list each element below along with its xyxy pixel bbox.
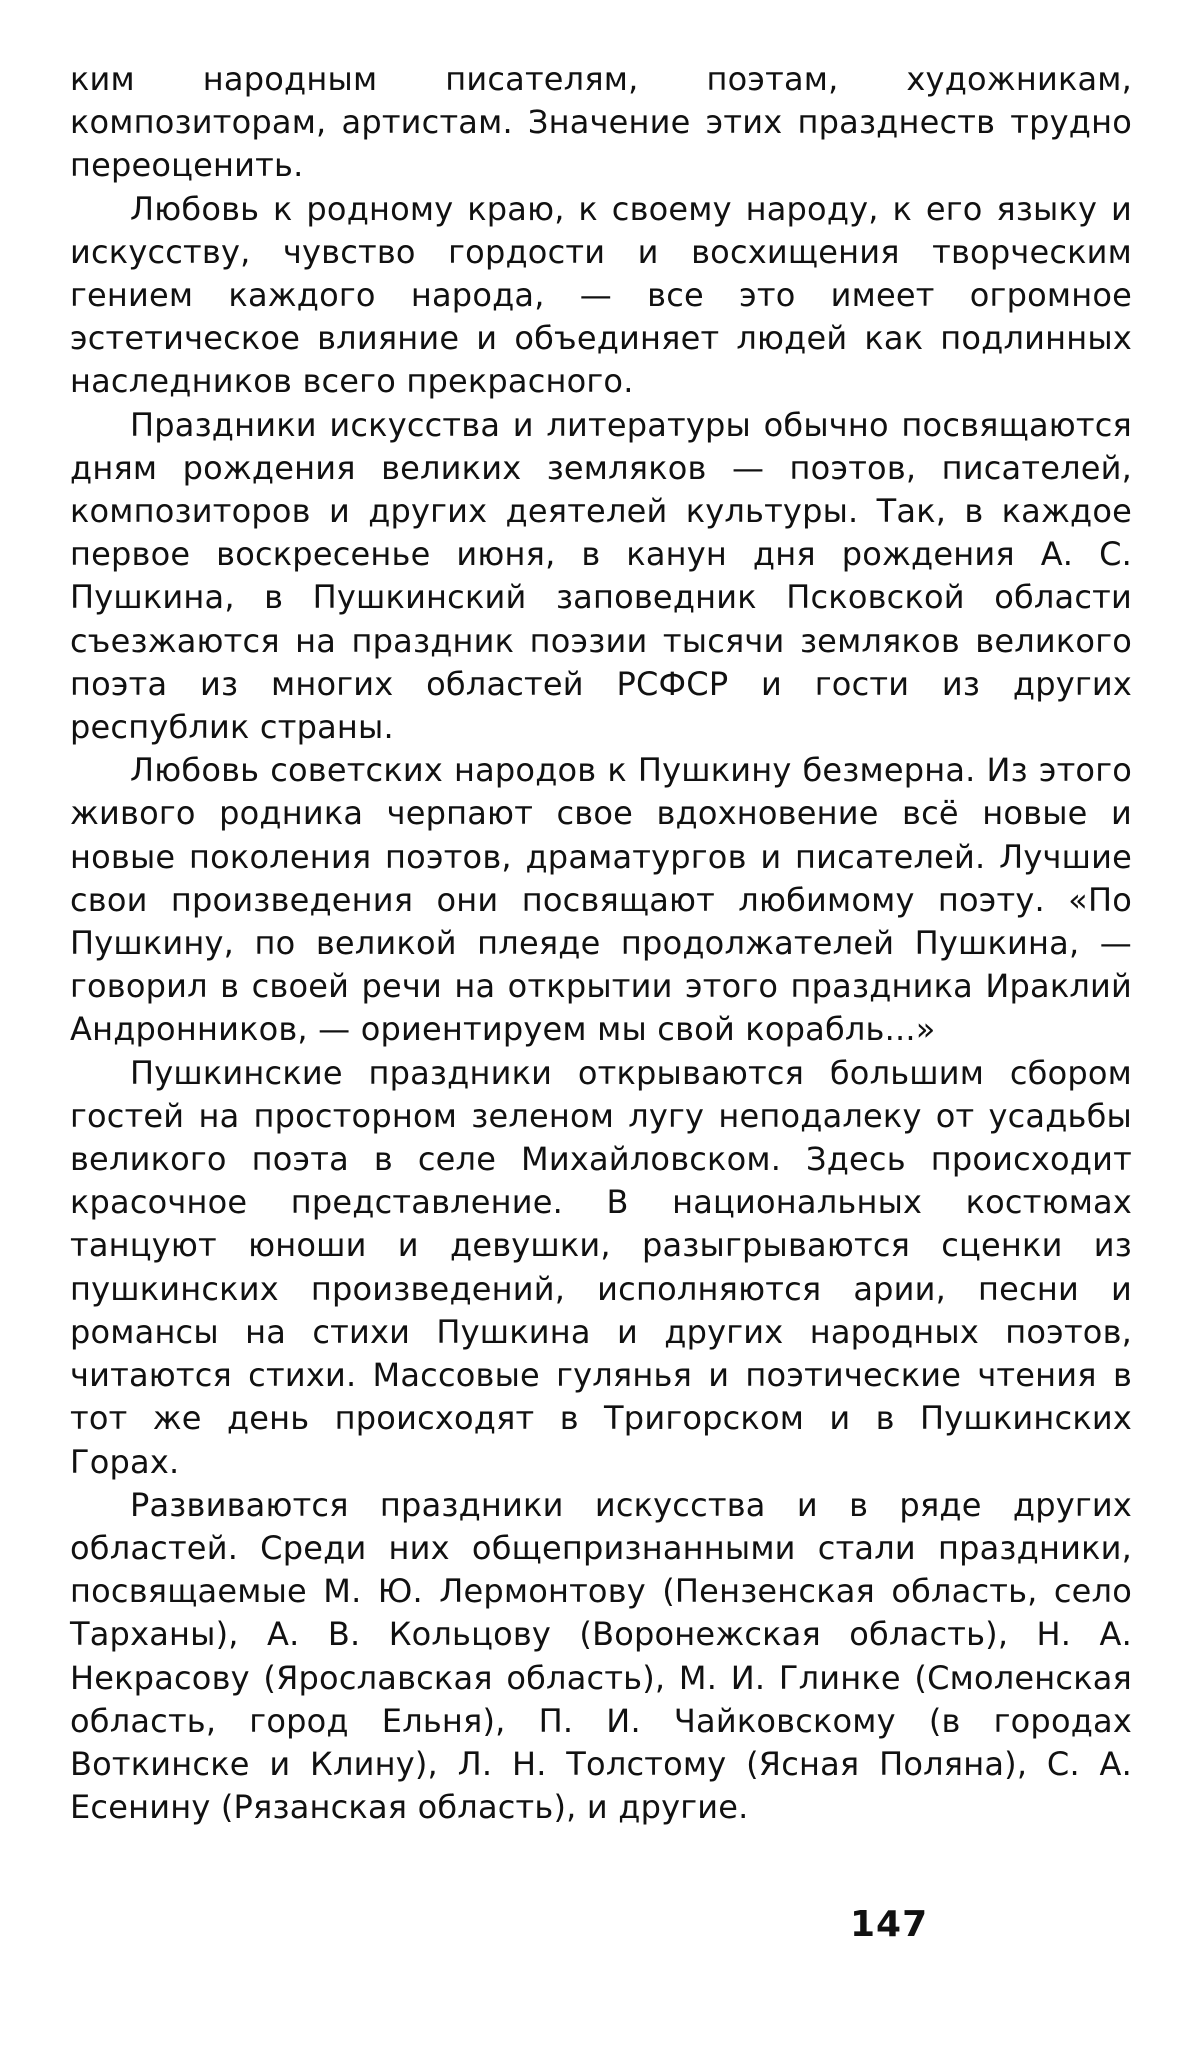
body-text	[70, 58, 1132, 1829]
paragraph: Любовь к родному краю, к своему народу, к его языку и искусству, чувство гордости и восхищения творческим гением каждого народа, — все это имеет огромное эстетическое влияние и объединяет людей как подлинных наследников всего прекрасного.	[70, 189, 1132, 401]
paragraph: Пушкинские праздники открываются большим сбором гостей на просторном зеленом лугу неподалеку от усадьбы великого поэта в селе Михайловском. Здесь происходит красочное представление. В национальных костюмах танцуют юноши и девушки, разыгрываются сценки из пушкинских произведений, исполняются арии, песни и романсы на стихи Пушкина и других народных поэтов, читаются стихи. Массовые гулянья и поэтические чтения в тот же день происходят в Тригорском и в Пушкинских Горах.	[70, 1053, 1132, 1481]
paragraph-continuation: ким народным писателям, поэтам, художникам, композиторам, артистам. Значение этих празднеств трудно переоценить.	[70, 60, 1132, 185]
paragraph: Любовь советских народов к Пушкину безмерна. Из этого живого родника черпают свое вдохновение всё новые и новые поколения поэтов, драматургов и писателей. Лучшие свои произведения они посвящают любимому поэту. «По Пушкину, по великой плеяде продолжателей Пушкина, — говорил в своей речи на открытии этого праздника Ираклий Андронников, — ориентируем мы свой корабль...»	[70, 751, 1132, 1049]
paragraph: Праздники искусства и литературы обычно посвящаются дням рождения великих земляков — поэтов, писателей, композиторов и других деятелей культуры. Так, в каждое первое воскресенье июня, в канун дня рождения А. С. Пушкина, в Пушкинский заповедник Псковской области съезжаются на праздник поэзии тысячи земляков великого поэта из многих областей РСФСР и гости из других республик страны.	[70, 405, 1132, 747]
page-number: 147	[850, 1904, 929, 1945]
paragraph: Развиваются праздники искусства и в ряде других областей. Среди них общепризнанными стали праздники, посвящаемые М. Ю. Лермонтову (Пензенская область, село Тарханы), А. В. Кольцову (Воронежская область), Н. А. Некрасову (Ярославская область), М. И. Глинке (Смоленская область, город Ельня), П. И. Чайковскому (в городах Воткинске и Клину), Л. Н. Толстому (Ясная Поляна), С. А. Есенину (Рязанская область), и другие.	[70, 1485, 1132, 1827]
